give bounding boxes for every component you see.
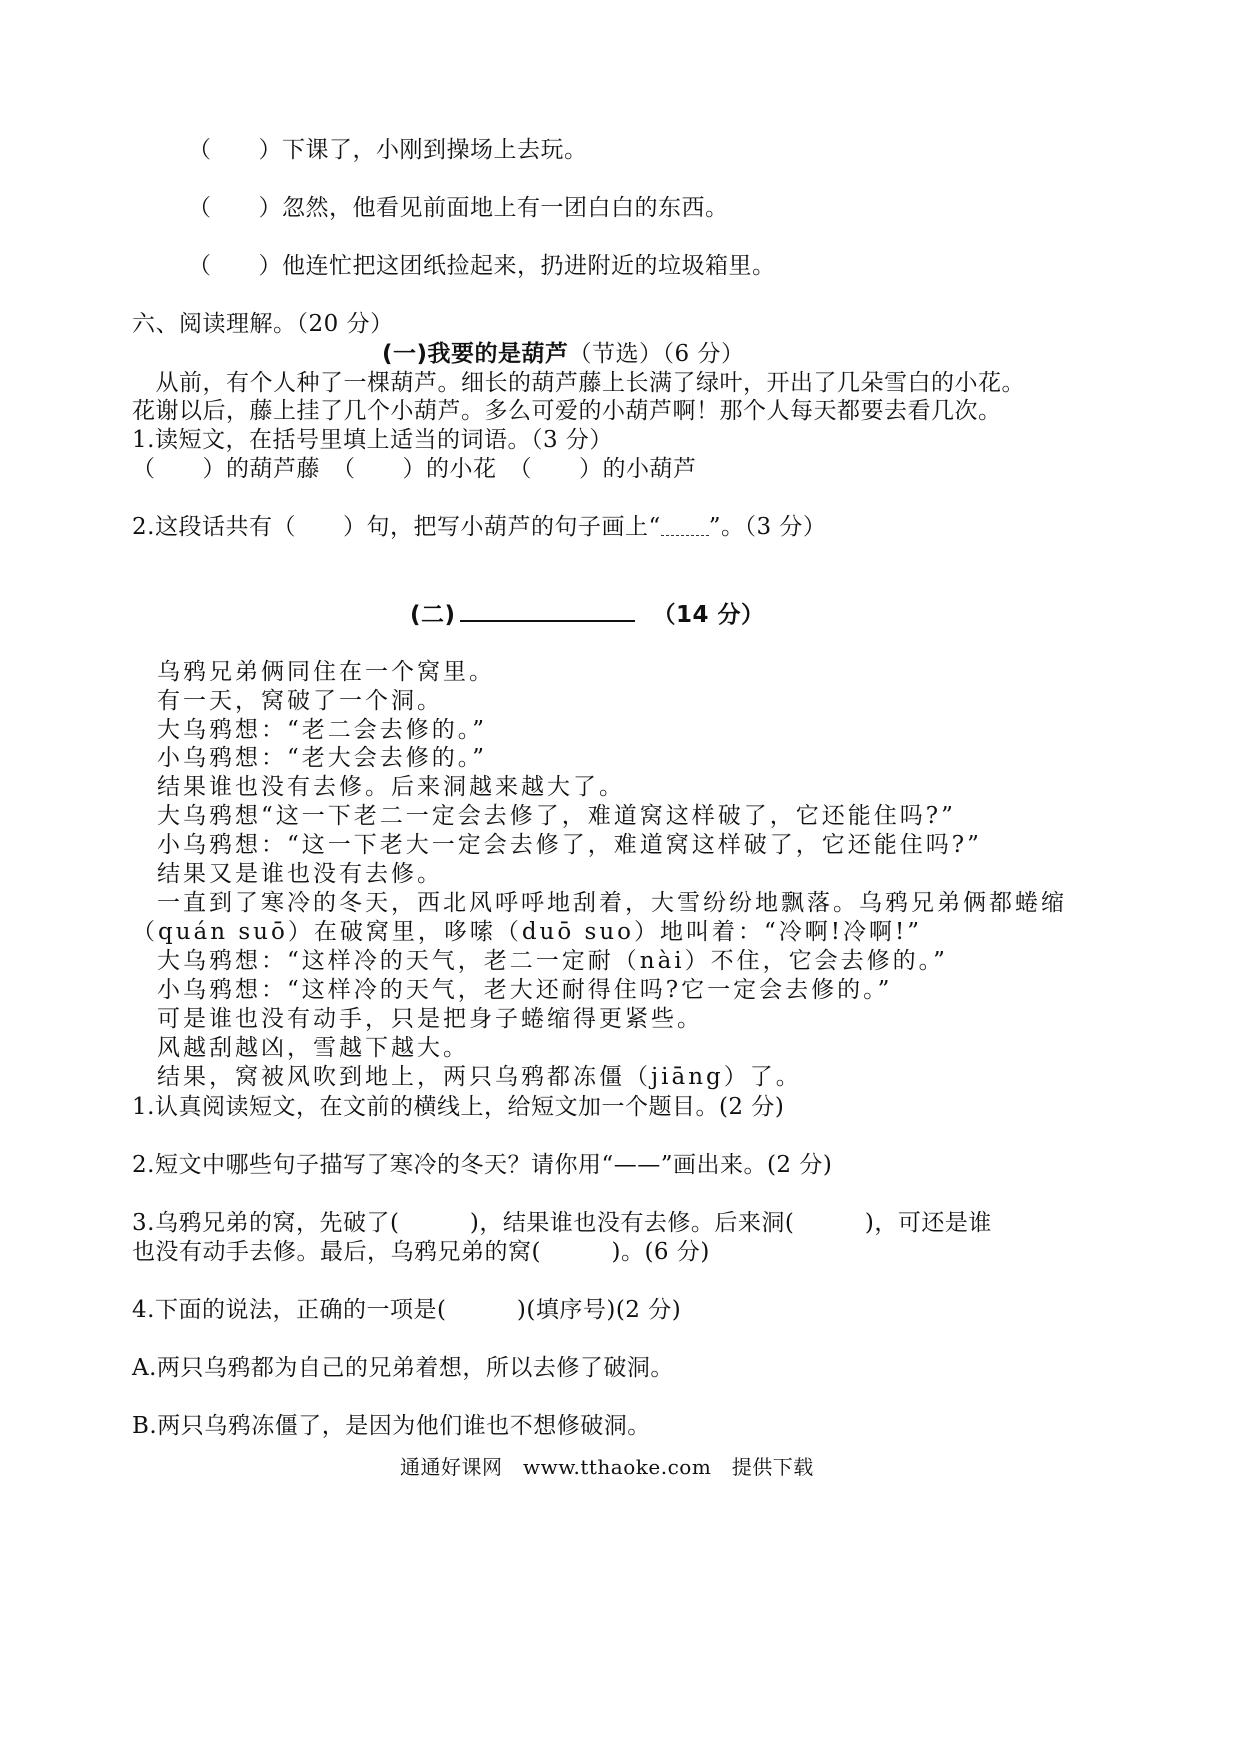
- story-line: 小乌鸦想：“这一下老大一定会去修了，难道窝这样破了，它还能住吗?”: [157, 832, 982, 858]
- story-line: 结果，窝被风吹到地上，两只乌鸦都冻僵（jiāng）了。: [157, 1064, 802, 1090]
- order-sentence-1: （ ）下课了，小刚到操场上去玩。: [188, 137, 588, 163]
- order-sentence-3: （ ）他连忙把这团纸捡起来，扔进附近的垃圾箱里。: [188, 253, 776, 279]
- part2-question-3-line-1: 3.乌鸦兄弟的窝，先破了( )，结果谁也没有去修。后来洞( )，可还是谁: [132, 1210, 992, 1236]
- part2-title-prefix: (二): [410, 602, 456, 628]
- title-blank-line: [460, 598, 635, 622]
- part1-question-2-end: ”。（3 分）: [708, 514, 827, 540]
- part1-title-note: （节选）（6 分）: [568, 341, 745, 367]
- story-line: 风越刮越凶，雪越下越大。: [157, 1035, 469, 1061]
- story-line: 大乌鸦想：“老二会去修的。”: [157, 717, 488, 743]
- part1-question-1: 1.读短文，在括号里填上适当的词语。（3 分）: [132, 427, 613, 453]
- part2-title-suffix: （14 分）: [652, 602, 765, 628]
- part2-title-row: [410, 598, 765, 630]
- part1-question-1-blanks: （ ）的葫芦藤 （ ）的小花 （ ）的小葫芦: [132, 456, 697, 482]
- story-line: 大乌鸦想“这一下老二一定会去修了，难道窝这样破了，它还能住吗?”: [157, 803, 956, 829]
- part2-question-3-line-2: 也没有动手去修。最后，乌鸦兄弟的窝( )。(6 分): [132, 1239, 710, 1265]
- part1-passage-line-1: 从前，有个人种了一棵葫芦。细长的葫芦藤上长满了绿叶，开出了几朵雪白的小花。: [132, 370, 1025, 396]
- story-line: 乌鸦兄弟俩同住在一个窝里。: [157, 659, 495, 685]
- story-line: 小乌鸦想：“这样冷的天气，老大还耐得住吗?它一定会去修的。”: [157, 977, 893, 1003]
- story-line: 小乌鸦想：“老大会去修的。”: [157, 745, 488, 771]
- part2-question-4: 4.下面的说法，正确的一项是( )(填序号)(2 分): [132, 1297, 682, 1323]
- option-b: B.两只乌鸦冻僵了，是因为他们谁也不想修破洞。: [132, 1413, 651, 1439]
- story-line: （quán suō）在破窝里，哆嗦（duō suo）地叫着：“冷啊!冷啊!”: [132, 919, 922, 945]
- story-line: 结果谁也没有去修。后来洞越来越大了。: [157, 774, 625, 800]
- order-sentence-2: （ ）忽然，他看见前面地上有一团白白的东西。: [188, 195, 729, 221]
- story-line: 一直到了寒冷的冬天，西北风呼呼地刮着，大雪纷纷地飘落。乌鸦兄弟俩都蜷缩: [157, 890, 1067, 916]
- part1-title-row: [382, 339, 744, 369]
- footer-source: 通通好课网 www.tthaoke.com 提供下载: [400, 1455, 814, 1479]
- option-a: A.两只乌鸦都为自己的兄弟着想，所以去修了破洞。: [132, 1355, 674, 1381]
- story-line: 结果又是谁也没有去修。: [157, 861, 443, 887]
- wavy-line-mark: [661, 521, 709, 536]
- part1-passage-line-2: 花谢以后，藤上挂了几个小葫芦。多么可爱的小葫芦啊！那个人每天都要去看几次。: [132, 398, 1002, 424]
- part1-title: (一)我要的是葫芦: [382, 341, 569, 367]
- story-line: 可是谁也没有动手，只是把身子蜷缩得更紧些。: [157, 1006, 703, 1032]
- part1-question-2-text: 2.这段话共有（ ）句，把写小葫芦的句子画上“: [132, 514, 661, 540]
- part1-question-2: [132, 512, 826, 542]
- part2-question-2: 2.短文中哪些句子描写了寒冷的冬天？请你用“——”画出来。(2 分): [132, 1152, 833, 1178]
- story-line: 有一天，窝破了一个洞。: [157, 688, 443, 714]
- part2-question-1: 1.认真阅读短文，在文前的横线上，给短文加一个题目。(2 分): [132, 1094, 785, 1120]
- story-line: 大乌鸦想：“这样冷的天气，老二一定耐（nài）不住，它会去修的。”: [157, 948, 948, 974]
- section-heading: 六、阅读理解。（20 分）: [132, 311, 394, 337]
